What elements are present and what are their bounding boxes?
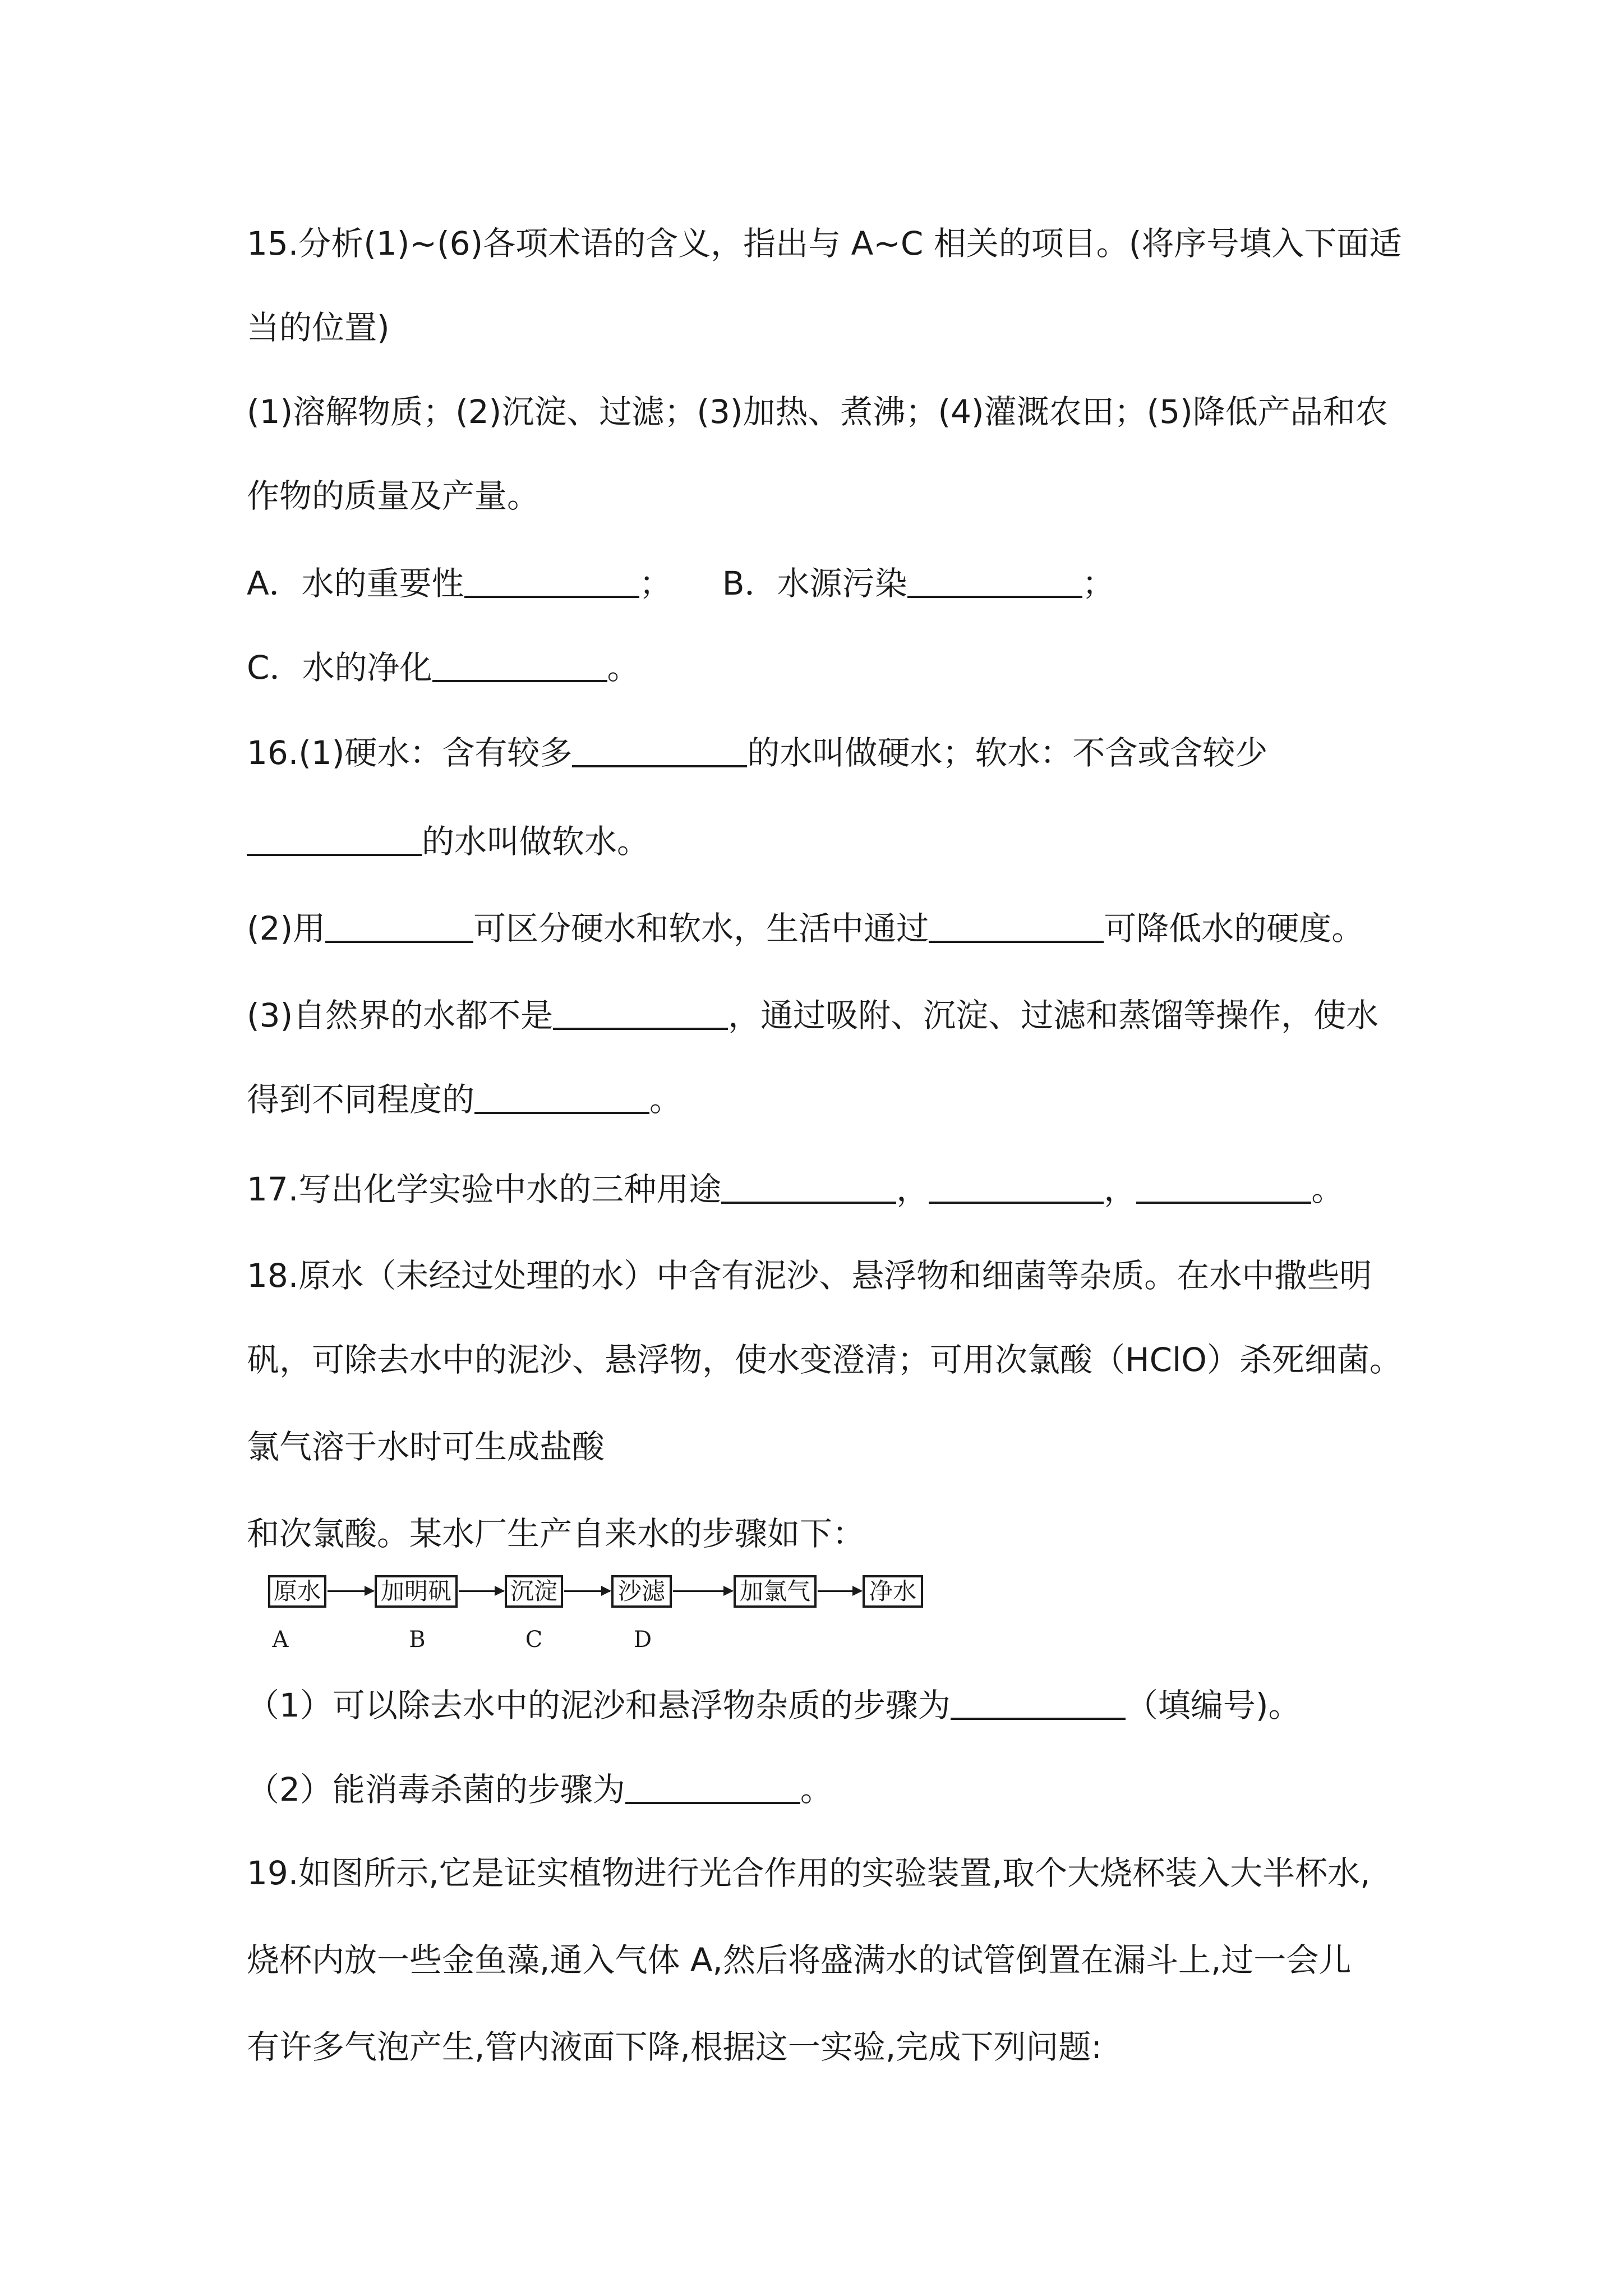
q19-line3: 有许多气泡产生,管内液面下降,根据这一实验,完成下列问题: [247, 2028, 1102, 2066]
q17-blank-1[interactable] [721, 1172, 896, 1204]
flow-step-alum: 加明矾 [375, 1575, 458, 1608]
flow-step-raw-water: 原水 [268, 1575, 326, 1608]
flow-arrow [328, 1590, 374, 1592]
q15-stem-line2: 当的位置) [247, 309, 390, 347]
q16-line3: (2)用 可区分硬水和软水，生活中通过 可降低水的硬度。 [247, 909, 1364, 947]
q17-line: 17.写出化学实验中水的三种用途 ， ， 。 [247, 1170, 1344, 1208]
q16-blank-distinguish[interactable] [325, 912, 473, 943]
flow-label-c: C [525, 1627, 543, 1653]
q18-blank-disinfect[interactable] [625, 1773, 800, 1804]
q15-ab-line: A．水的重要性 ； B．水源污染 ； [247, 564, 1115, 602]
q15-stem-line1: 15.分析(1)~(6)各项术语的含义，指出与 A~C 相关的项目。(将序号填入下面适 [247, 224, 1402, 263]
flow-step-sediment: 沉淀 [505, 1575, 563, 1608]
q16-blank-hard[interactable] [572, 736, 747, 767]
q17-blank-2[interactable] [929, 1172, 1104, 1204]
flow-arrow [673, 1590, 732, 1592]
q15-c-label: C．水的净化 [247, 648, 432, 687]
q15-terms-line1: (1)溶解物质；(2)沉淀、过滤；(3)加热、煮沸；(4)灌溉农田；(5)降低产品和农 [247, 393, 1388, 431]
q19-line1: 19.如图所示,它是证实植物进行光合作用的实验装置,取个大烧杯装入大半杯水, [247, 1854, 1371, 1892]
q16-line1: 16.(1)硬水：含有较多 的水叫做硬水；软水：不含或含较少 [247, 734, 1268, 772]
q16-line2: 的水叫做软水。 [247, 825, 649, 858]
q18-blank-remove[interactable] [951, 1688, 1126, 1720]
q16-line4: (3)自然界的水都不是 ，通过吸附、沉淀、过滤和蒸馏等操作，使水 [247, 996, 1379, 1034]
q15-c-line: C．水的净化 。 [247, 648, 640, 687]
flow-label-a: A [272, 1627, 289, 1653]
q16-blank-pure[interactable] [553, 999, 728, 1030]
flow-label-d: D [633, 1627, 652, 1653]
q16-blank-reduce[interactable] [929, 912, 1104, 943]
q15-terms-line2: 作物的质量及产量。 [247, 477, 540, 515]
q15-a-blank[interactable] [464, 567, 639, 598]
q15-c-blank[interactable] [432, 651, 607, 682]
q19-line2: 烧杯内放一些金鱼藻,通入气体 A,然后将盛满水的试管倒置在漏斗上,过一会儿 [247, 1941, 1352, 1979]
q16-blank-soft[interactable] [247, 825, 422, 856]
q15-a-label: A．水的重要性 [247, 564, 464, 602]
flow-step-chlorine: 加氯气 [734, 1575, 817, 1608]
q15-b-blank[interactable] [907, 567, 1082, 598]
flow-step-sand-filter: 沙滤 [611, 1575, 672, 1608]
q18-sub1: （1）可以除去水中的泥沙和悬浮物杂质的步骤为 （填编号)。 [247, 1686, 1301, 1724]
process-flow-diagram [268, 1575, 997, 1659]
flow-arrow [818, 1590, 861, 1592]
q18-line4: 和次氯酸。某水厂生产自来水的步骤如下： [247, 1515, 865, 1553]
q15-b-label: B．水源污染 [722, 564, 907, 602]
flow-step-clean-water: 净水 [863, 1575, 923, 1608]
q18-line2: 矾，可除去水中的泥沙、悬浮物，使水变澄清；可用次氯酸（HClO）杀死细菌。 [247, 1341, 1402, 1379]
q17-blank-3[interactable] [1136, 1172, 1311, 1204]
flow-arrow [564, 1590, 610, 1592]
q16-blank-purify[interactable] [474, 1083, 649, 1114]
q18-line3: 氯气溶于水时可生成盐酸 [247, 1428, 605, 1466]
flow-arrow [459, 1590, 504, 1592]
q18-line1: 18.原水（未经过处理的水）中含有泥沙、悬浮物和细菌等杂质。在水中撒些明 [247, 1257, 1372, 1295]
q16-line5: 得到不同程度的 。 [247, 1080, 683, 1119]
q18-sub2: （2）能消毒杀菌的步骤为 。 [247, 1770, 833, 1809]
flow-label-b: B [409, 1627, 426, 1653]
